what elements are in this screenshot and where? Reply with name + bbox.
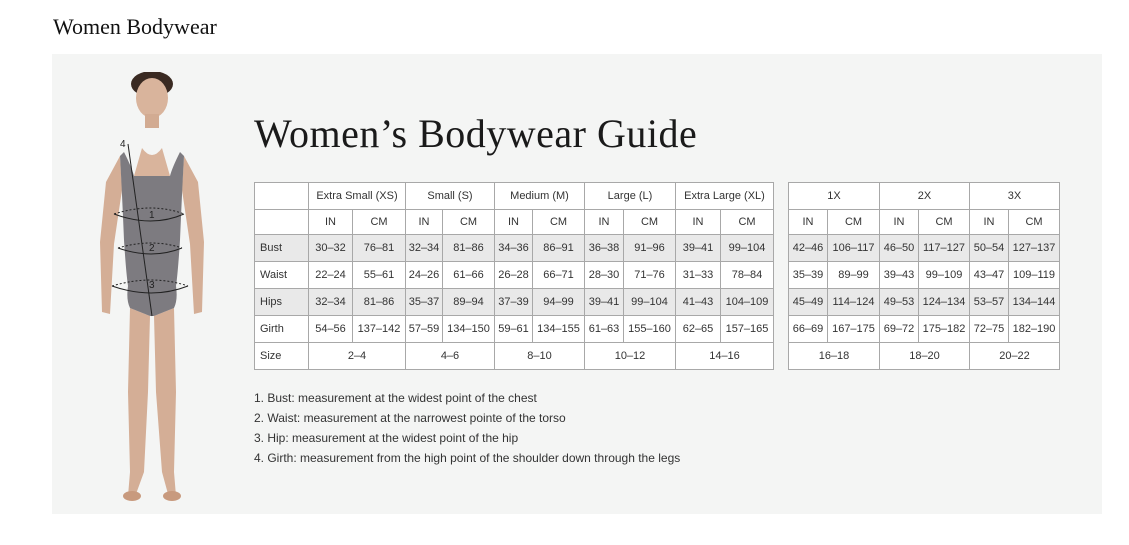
measurement-cell: 46–50: [880, 235, 919, 262]
measurement-cell: 50–54: [970, 235, 1009, 262]
table-row: [255, 235, 774, 262]
unit-header: CM: [721, 210, 774, 235]
measurement-cell: 26–28: [495, 262, 533, 289]
measurement-cell: 30–32: [309, 235, 353, 262]
measurement-cell: 24–26: [406, 262, 443, 289]
unit-header: CM: [828, 210, 880, 235]
measurement-cell: 66–71: [533, 262, 585, 289]
unit-header: IN: [789, 210, 828, 235]
measurement-cell: 109–119: [1009, 262, 1060, 289]
measurement-cell: 134–150: [443, 316, 495, 343]
measurement-cell: 34–36: [495, 235, 533, 262]
hip-marker: 3: [149, 280, 155, 291]
measurement-cell: 72–75: [970, 316, 1009, 343]
unit-header: IN: [309, 210, 353, 235]
measurement-cell: 99–104: [624, 289, 676, 316]
row-label: Waist: [255, 262, 309, 289]
measurement-cell: 35–39: [789, 262, 828, 289]
measurement-cell: 76–81: [353, 235, 406, 262]
measurement-cell: 175–182: [919, 316, 970, 343]
table-row: [255, 289, 774, 316]
table-row: [789, 235, 1060, 262]
size-header-3x: 3X: [970, 183, 1060, 210]
size-guide-panel: [52, 54, 1102, 514]
measurement-cell: 59–61: [495, 316, 533, 343]
row-label: Girth: [255, 316, 309, 343]
unit-header: CM: [919, 210, 970, 235]
measurement-cell: 89–94: [443, 289, 495, 316]
table-corner: [255, 210, 309, 235]
size-header-2x: 2X: [880, 183, 970, 210]
note-hip: 3. Hip: measurement at the widest point of the hip: [254, 431, 519, 445]
measurement-cell: 155–160: [624, 316, 676, 343]
size-value: 14–16: [676, 343, 774, 370]
measurement-cell: 106–117: [828, 235, 880, 262]
measurement-cell: 137–142: [353, 316, 406, 343]
unit-header: IN: [676, 210, 721, 235]
size-value: 8–10: [495, 343, 585, 370]
measurement-cell: 91–96: [624, 235, 676, 262]
waist-marker: 2: [149, 243, 155, 254]
page-heading: Women Bodywear: [53, 14, 217, 39]
note-bust: 1. Bust: measurement at the widest point of the chest: [254, 391, 537, 405]
size-header-xl: Extra Large (XL): [676, 183, 774, 210]
measurement-cell: 71–76: [624, 262, 676, 289]
size-value: 20–22: [970, 343, 1060, 370]
measurement-cell: 157–165: [721, 316, 774, 343]
unit-header: IN: [880, 210, 919, 235]
measurement-cell: 28–30: [585, 262, 624, 289]
measurement-cell: 127–137: [1009, 235, 1060, 262]
table-row: [789, 289, 1060, 316]
note-girth: 4. Girth: measurement from the high point of the shoulder down through the legs: [254, 451, 681, 465]
measurement-cell: 99–109: [919, 262, 970, 289]
measurement-cell: 61–63: [585, 316, 624, 343]
measurement-cell: 81–86: [443, 235, 495, 262]
measurement-cell: 37–39: [495, 289, 533, 316]
unit-header: CM: [353, 210, 406, 235]
size-value: 10–12: [585, 343, 676, 370]
row-label: Size: [255, 343, 309, 370]
model-illustration: [92, 72, 212, 502]
table-row: [789, 262, 1060, 289]
row-label: Bust: [255, 235, 309, 262]
measurement-cell: 81–86: [353, 289, 406, 316]
unit-header: IN: [970, 210, 1009, 235]
bust-marker: 1: [149, 210, 155, 221]
measurement-cell: 32–34: [406, 235, 443, 262]
measurement-cell: 94–99: [533, 289, 585, 316]
table-corner: [255, 183, 309, 210]
model-figure: [92, 72, 212, 502]
measurement-cell: 39–41: [676, 235, 721, 262]
measurement-cell: 54–56: [309, 316, 353, 343]
unit-header: IN: [585, 210, 624, 235]
measurement-cell: 22–24: [309, 262, 353, 289]
measurement-cell: 41–43: [676, 289, 721, 316]
measurement-cell: 49–53: [880, 289, 919, 316]
measurement-cell: 35–37: [406, 289, 443, 316]
guide-title: Women’s Bodywear Guide: [254, 111, 698, 156]
measurement-cell: 57–59: [406, 316, 443, 343]
size-header-s: Small (S): [406, 183, 495, 210]
size-value: 4–6: [406, 343, 495, 370]
row-label: Hips: [255, 289, 309, 316]
measurement-cell: 31–33: [676, 262, 721, 289]
unit-header: CM: [624, 210, 676, 235]
girth-marker: 4: [120, 139, 126, 150]
table-row: [255, 316, 774, 343]
measurement-cell: 62–65: [676, 316, 721, 343]
measurement-cell: 55–61: [353, 262, 406, 289]
measurement-cell: 32–34: [309, 289, 353, 316]
measurement-cell: 89–99: [828, 262, 880, 289]
measurement-cell: 104–109: [721, 289, 774, 316]
measurement-cell: 61–66: [443, 262, 495, 289]
size-table-standard: [254, 182, 774, 370]
measurement-cell: 43–47: [970, 262, 1009, 289]
table-row: [789, 343, 1060, 370]
measurement-cell: 36–38: [585, 235, 624, 262]
table-row: [255, 262, 774, 289]
table-row: [789, 316, 1060, 343]
measurement-cell: 69–72: [880, 316, 919, 343]
measurement-cell: 99–104: [721, 235, 774, 262]
measurement-cell: 39–43: [880, 262, 919, 289]
size-value: 16–18: [789, 343, 880, 370]
measurement-cell: 167–175: [828, 316, 880, 343]
measurement-cell: 45–49: [789, 289, 828, 316]
size-value: 2–4: [309, 343, 406, 370]
measurement-cell: 134–144: [1009, 289, 1060, 316]
size-header-xs: Extra Small (XS): [309, 183, 406, 210]
unit-header: CM: [443, 210, 495, 235]
unit-header: IN: [406, 210, 443, 235]
measurement-cell: 124–134: [919, 289, 970, 316]
note-waist: 2. Waist: measurement at the narrowest pointe of the torso: [254, 411, 566, 425]
measurement-cell: 114–124: [828, 289, 880, 316]
table-row: [255, 343, 774, 370]
size-header-l: Large (L): [585, 183, 676, 210]
measurement-cell: 42–46: [789, 235, 828, 262]
unit-header: IN: [495, 210, 533, 235]
measurement-cell: 134–155: [533, 316, 585, 343]
measurement-cell: 78–84: [721, 262, 774, 289]
unit-header: CM: [533, 210, 585, 235]
size-table-plus: [788, 182, 1060, 370]
measurement-cell: 53–57: [970, 289, 1009, 316]
size-header-1x: 1X: [789, 183, 880, 210]
measurement-notes: [254, 388, 680, 468]
size-header-m: Medium (M): [495, 183, 585, 210]
measurement-cell: 66–69: [789, 316, 828, 343]
measurement-cell: 182–190: [1009, 316, 1060, 343]
unit-header: CM: [1009, 210, 1060, 235]
measurement-cell: 39–41: [585, 289, 624, 316]
measurement-cell: 86–91: [533, 235, 585, 262]
measurement-cell: 117–127: [919, 235, 970, 262]
size-value: 18–20: [880, 343, 970, 370]
